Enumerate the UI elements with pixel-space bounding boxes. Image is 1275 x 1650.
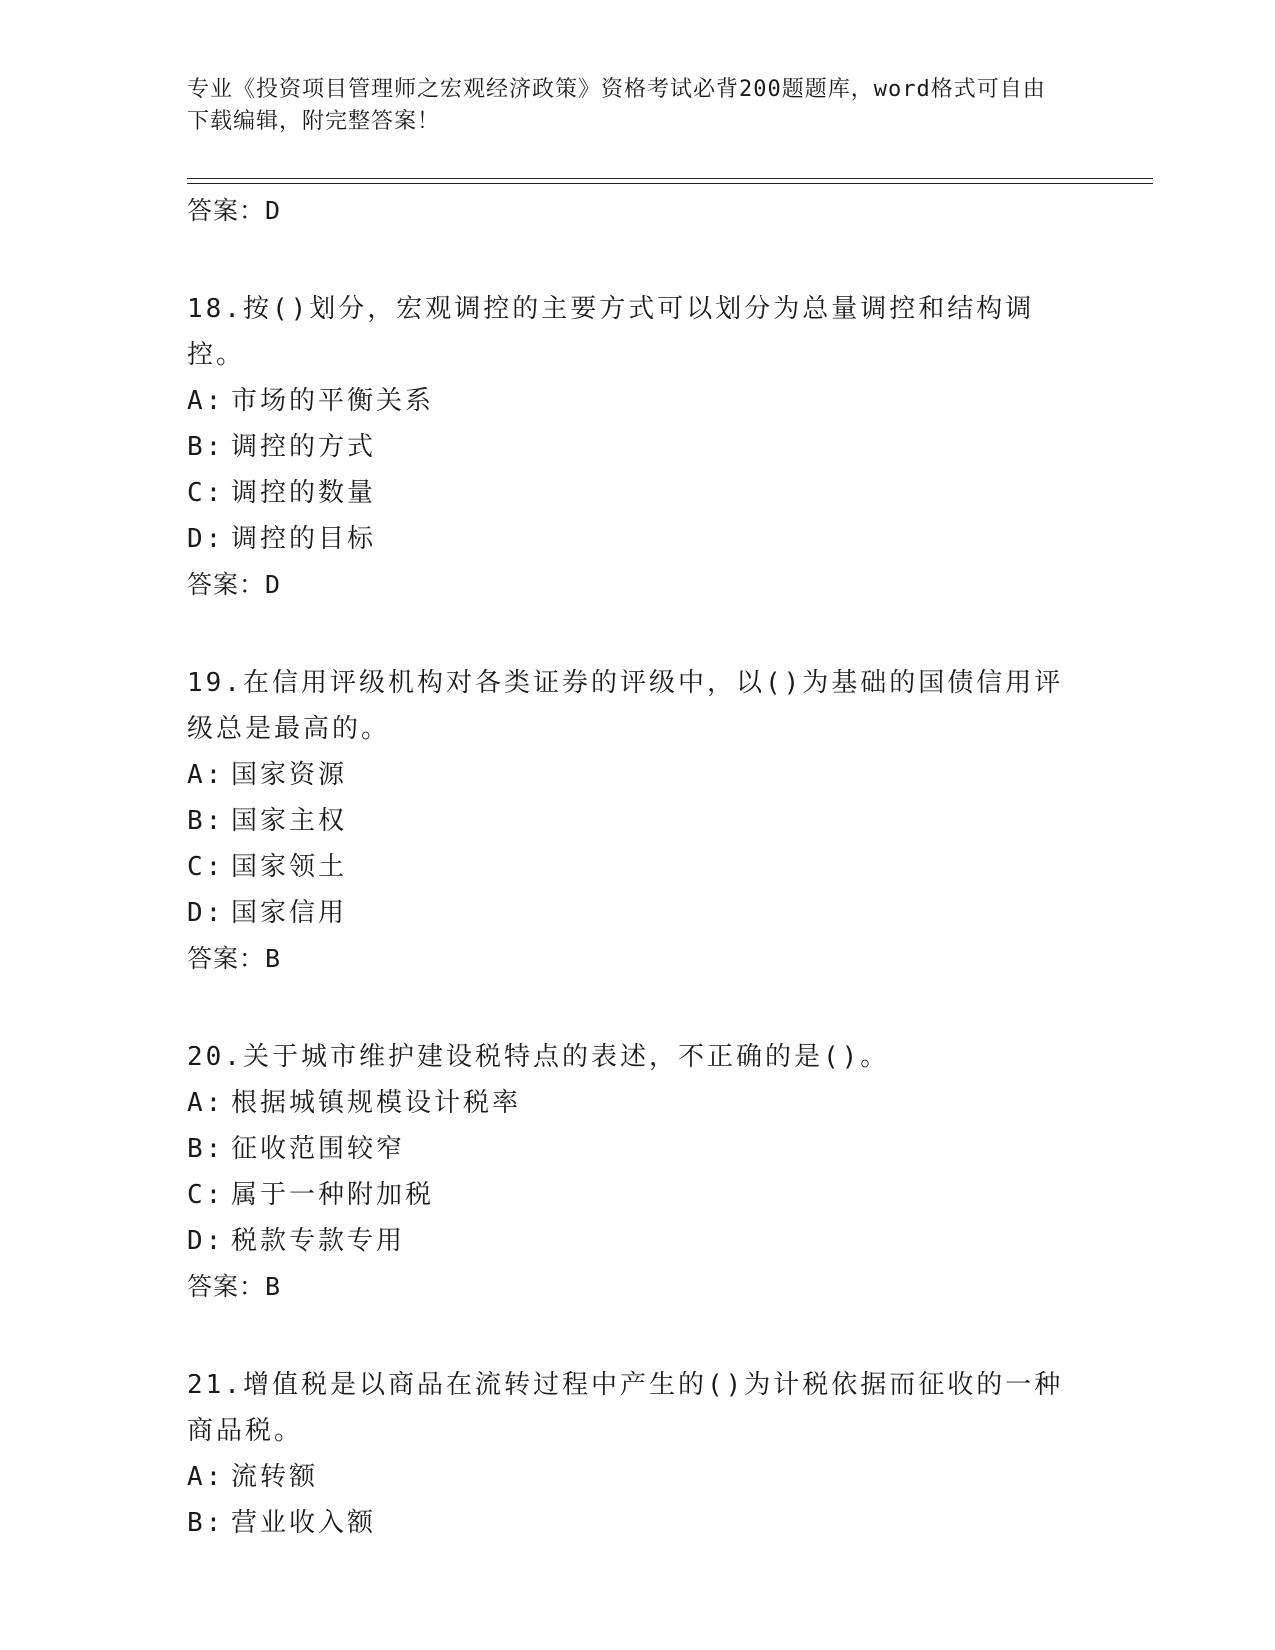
header-divider-top xyxy=(187,178,1153,179)
option-letter: A: xyxy=(187,1462,225,1492)
option-text: 属于一种附加税 xyxy=(231,1180,435,1210)
option-text: 根据城镇规模设计税率 xyxy=(231,1088,522,1118)
option-b xyxy=(187,424,1087,470)
question-stem: 18.按()划分，宏观调控的主要方式可以划分为总量调控和结构调控。 xyxy=(187,294,1035,370)
option-letter: A: xyxy=(187,386,225,416)
option-text: 市场的平衡关系 xyxy=(231,386,435,416)
question-item xyxy=(187,286,1087,608)
option-d xyxy=(187,890,1087,936)
option-text: 调控的方式 xyxy=(231,432,377,462)
option-text: 国家信用 xyxy=(231,898,348,928)
option-text: 国家资源 xyxy=(231,760,348,790)
option-text: 调控的目标 xyxy=(231,524,377,554)
option-letter: B: xyxy=(187,1134,225,1164)
option-letter: B: xyxy=(187,806,225,836)
option-text: 调控的数量 xyxy=(231,478,377,508)
option-letter: A: xyxy=(187,1088,225,1118)
option-d xyxy=(187,516,1087,562)
option-a xyxy=(187,1454,1087,1500)
option-c xyxy=(187,844,1087,890)
option-letter: B: xyxy=(187,1508,225,1538)
option-c xyxy=(187,1172,1087,1218)
option-text: 国家主权 xyxy=(231,806,348,836)
option-letter: C: xyxy=(187,478,225,508)
question-item xyxy=(187,660,1087,982)
question-stem: 21.增值税是以商品在流转过程中产生的()为计税依据而征收的一种商品税。 xyxy=(187,1370,1064,1446)
document-header: 专业《投资项目管理师之宏观经济政策》资格考试必背200题题库，word格式可自由下载编辑，附完整答案！ xyxy=(187,77,1046,134)
question-item xyxy=(187,1362,1087,1546)
answer-line: 答案：B xyxy=(187,944,282,973)
option-letter: A: xyxy=(187,760,225,790)
option-text: 国家领土 xyxy=(231,852,348,882)
option-letter: C: xyxy=(187,852,225,882)
option-b xyxy=(187,1126,1087,1172)
option-text: 征收范围较窄 xyxy=(231,1134,406,1164)
question-list xyxy=(187,188,1087,1546)
option-letter: D: xyxy=(187,1226,225,1256)
option-text: 流转额 xyxy=(231,1462,319,1492)
option-text: 税款专款专用 xyxy=(231,1226,406,1256)
option-text: 营业收入额 xyxy=(231,1508,377,1538)
option-c xyxy=(187,470,1087,516)
option-b xyxy=(187,798,1087,844)
header-divider-bottom xyxy=(187,183,1153,184)
question-item xyxy=(187,1034,1087,1310)
answer-line: 答案：B xyxy=(187,1272,282,1301)
option-b xyxy=(187,1500,1087,1546)
option-letter: C: xyxy=(187,1180,225,1210)
option-a xyxy=(187,1080,1087,1126)
answer-line: 答案：D xyxy=(187,196,282,225)
answer-line: 答案：D xyxy=(187,570,282,599)
option-a xyxy=(187,378,1087,424)
option-d xyxy=(187,1218,1087,1264)
option-a xyxy=(187,752,1087,798)
option-letter: B: xyxy=(187,432,225,462)
option-letter: D: xyxy=(187,898,225,928)
question-stem: 19.在信用评级机构对各类证券的评级中，以()为基础的国债信用评级总是最高的。 xyxy=(187,668,1064,744)
question-stem: 20.关于城市维护建设税特点的表述，不正确的是()。 xyxy=(187,1042,890,1072)
option-letter: D: xyxy=(187,524,225,554)
